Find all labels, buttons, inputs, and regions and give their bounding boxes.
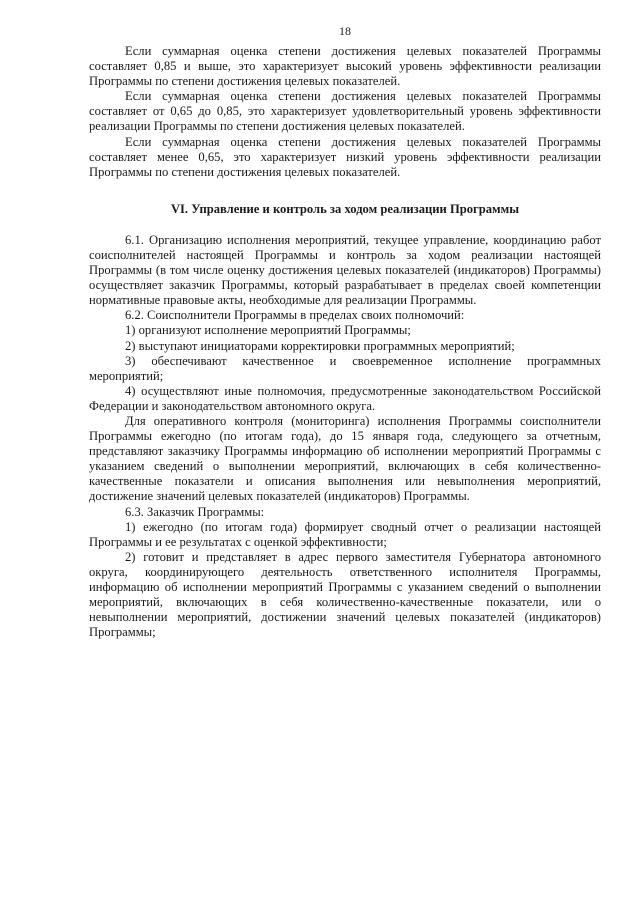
paragraph-efficiency-satisfactory: Если суммарная оценка степени достижения целевых показателей Программы составляет от 0,65 до 0,85, это характеризует удовлетворительный уровень эффективности реализации Программы по степени достижения целевых показателей.: [89, 89, 601, 134]
paragraph-6-1: 6.1. Организацию исполнения мероприятий, текущее управление, координацию работ соисполнителей настоящей Программы и контроль за ходом реализации настоящей Программы (в том числе оценку достижения целевых показателей (индикаторов) Программы) осуществляет заказчик Программы, который разрабатывает в пределах своей компетенции нормативные правовые акты, необходимые для реализации Программы.: [89, 232, 601, 308]
list-item-6-3-2: 2) готовит и представляет в адрес первого заместителя Губернатора автономного округа, координирующего деятельность ответственного исполнителя Программы, информацию об исполнении мероприятий Программы с указанием сведений о выполнении мероприятий, включающих в себя количественно-качественные показатели, или о невыполнении мероприятий, достижении значений целевых показателей (индикаторов) Программы;: [89, 549, 601, 640]
paragraph-6-3: 6.3. Заказчик Программы:: [125, 504, 265, 519]
paragraph-6-2: 6.2. Соисполнители Программы в пределах своих полномочий:: [125, 308, 465, 323]
paragraph-efficiency-low: Если суммарная оценка степени достижения целевых показателей Программы составляет менее 0,65, это характеризует низкий уровень эффективности реализации Программы по степени достижения целевых показателей.: [89, 134, 601, 179]
list-item-6-2-4: 4) осуществляют иные полномочия, предусмотренные законодательством Российской Федерации и законодательством автономного округа.: [89, 383, 601, 413]
paragraph-monitoring: Для оперативного контроля (мониторинга) исполнения Программы соисполнители Программы ежегодно (по итогам года), до 15 января года, следующего за отчетным, представляют заказчику Программы информацию об исполнении мероприятий Программы с указанием сведений о выполнении мероприятий, включающих в себя количественно-качественные показатели и описания выполнения или невыполнения мероприятий, достижение значений целевых показателей (индикаторов) Программы.: [89, 413, 601, 504]
paragraph-efficiency-high: Если суммарная оценка степени достижения целевых показателей Программы составляет 0,85 и выше, это характеризует высокий уровень эффективности реализации Программы по степени достижения целевых показателей.: [89, 44, 601, 89]
list-item-6-2-2: 2) выступают инициаторами корректировки программных мероприятий;: [125, 338, 515, 353]
document-page: [89, 24, 601, 640]
list-item-6-2-3: 3) обеспечивают качественное и своевременное исполнение программных мероприятий;: [89, 353, 601, 383]
page-number: 18: [339, 24, 351, 38]
list-item-6-3-1: 1) ежегодно (по итогам года) формирует сводный отчет о реализации настоящей Программы и ее результатах с оценкой эффективности;: [89, 519, 601, 549]
list-item-6-2-1: 1) организуют исполнение мероприятий Программы;: [125, 323, 411, 338]
section-heading: VI. Управление и контроль за ходом реализации Программы: [170, 201, 520, 216]
